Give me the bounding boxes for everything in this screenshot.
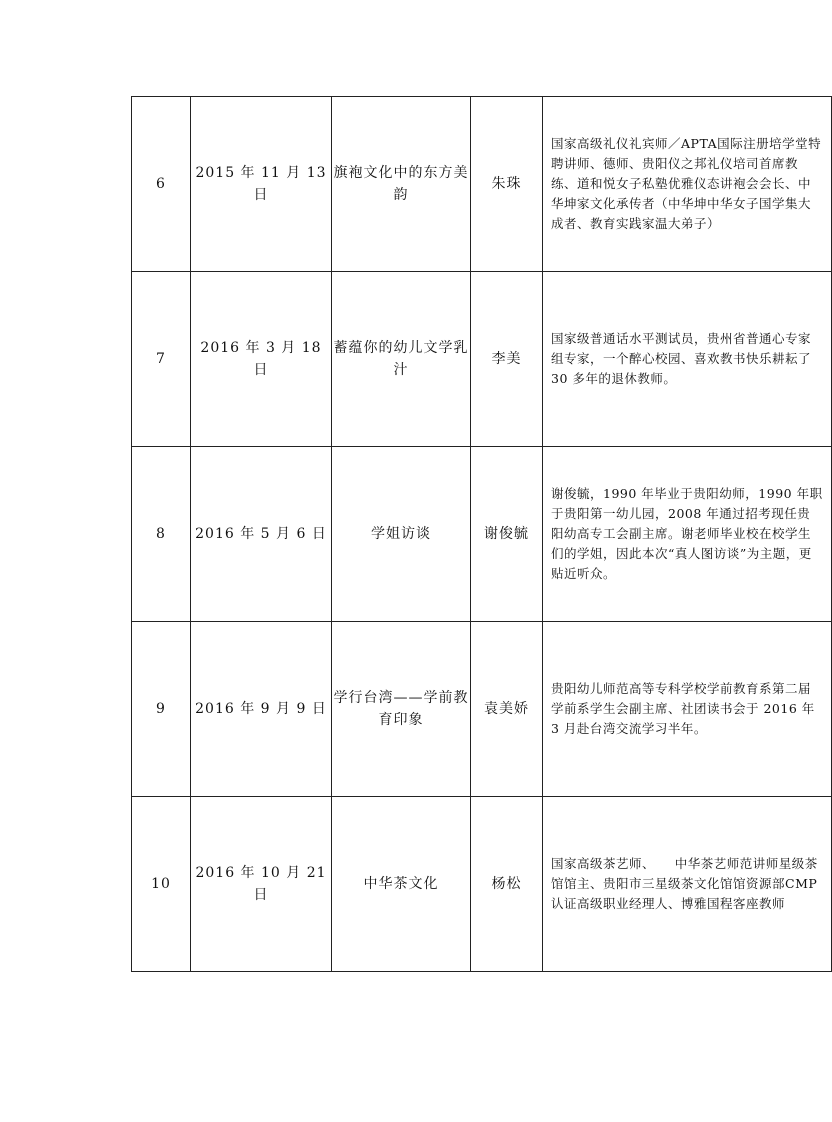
- lecture-topic: 蓄蕴你的幼儿文学乳汁: [332, 272, 471, 447]
- lecture-topic: 学行台湾——学前教育印象: [332, 622, 471, 797]
- speaker-table-container: [131, 96, 823, 973]
- speaker-bio: 国家高级茶艺师、 中华茶艺师范讲师星级茶馆馆主、贵阳市三星级茶文化馆馆资源部CMP认证高级职业经理人、博雅国程客座教师: [543, 797, 832, 972]
- row-number: 9: [132, 622, 191, 797]
- lecture-topic: 旗袍文化中的东方美韵: [332, 97, 471, 272]
- table-row: [132, 272, 832, 447]
- lecture-topic: 中华茶文化: [332, 797, 471, 972]
- table-row: [132, 447, 832, 622]
- table-row: [132, 622, 832, 797]
- lecture-date: 2016 年 5 月 6 日: [191, 447, 332, 622]
- speaker-bio: 贵阳幼儿师范高等专科学校学前教育系第二届学前系学生会副主席、社团读书会于 2016 年 3 月赴台湾交流学习半年。: [543, 622, 832, 797]
- speaker-name: 袁美娇: [471, 622, 543, 797]
- speaker-name: 杨松: [471, 797, 543, 972]
- row-number: 10: [132, 797, 191, 972]
- lecture-date: 2016 年 3 月 18 日: [191, 272, 332, 447]
- row-number: 6: [132, 97, 191, 272]
- speaker-bio: 国家级普通话水平测试员，贵州省普通心专家组专家，一个醉心校园、喜欢教书快乐耕耘了 30 多年的退休教师。: [543, 272, 832, 447]
- speaker-name: 朱珠: [471, 97, 543, 272]
- speaker-table: [131, 96, 832, 972]
- table-row: [132, 797, 832, 972]
- speaker-bio: 国家高级礼仪礼宾师／APTA国际注册培学堂特聘讲师、德师、贵阳仪之邦礼仪培司首席教练、道和悦女子私塾优雅仪态讲袍会会长、中华坤家文化承传者（中华坤中华女子国学集大成者、教育实践家温大弟子）: [543, 97, 832, 272]
- lecture-date: 2016 年 10 月 21 日: [191, 797, 332, 972]
- lecture-date: 2015 年 11 月 13 日: [191, 97, 332, 272]
- speaker-name: 谢俊毓: [471, 447, 543, 622]
- speaker-bio: 谢俊毓，1990 年毕业于贵阳幼师，1990 年职于贵阳第一幼儿园，2008 年通过招考现任贵阳幼高专工会副主席。谢老师毕业校在校学生们的学姐，因此本次“真人图访谈”为主题，更贴近听众。: [543, 447, 832, 622]
- table-row: [132, 97, 832, 272]
- lecture-topic: 学姐访谈: [332, 447, 471, 622]
- speaker-name: 李美: [471, 272, 543, 447]
- row-number: 8: [132, 447, 191, 622]
- lecture-date: 2016 年 9 月 9 日: [191, 622, 332, 797]
- row-number: 7: [132, 272, 191, 447]
